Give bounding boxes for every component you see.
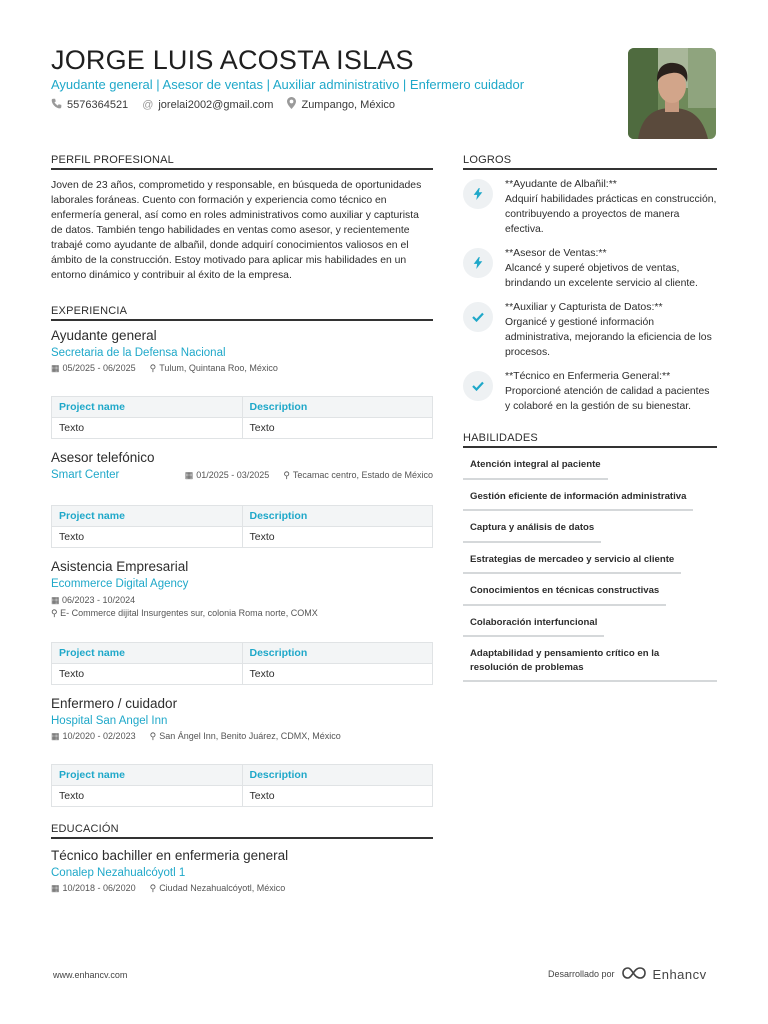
profile-photo: [628, 48, 716, 139]
skill-tag: Colaboración interfuncional: [463, 612, 604, 638]
achievement-title: **Técnico en Enfermeria General:**: [505, 370, 671, 382]
section-title-achievements: LOGROS: [463, 154, 717, 170]
description-cell: Texto: [242, 527, 433, 548]
achievement-desc: Alcancé y superé objetivos de ventas, brindando un excelente servicio al cliente.: [505, 263, 698, 289]
achievement-desc: Adquirí habilidades prácticas en construcción, contribuyendo a proyectos de manera efectiva.: [505, 194, 717, 235]
brand-name: Enhancv: [652, 966, 707, 982]
skill-tag: Captura y análisis de datos: [463, 517, 601, 543]
check-icon: [463, 302, 493, 332]
edu-place: Ciudad Nezahualcóyotl, México: [159, 883, 286, 893]
achievement-desc: Organicé y gestioné información administrativa, mejorando la eficiencia de los procesos.: [505, 317, 712, 358]
description-cell: Texto: [242, 418, 433, 439]
project-name-cell: Texto: [52, 418, 243, 439]
description-header: Description: [242, 643, 433, 664]
achievement-item: [463, 369, 717, 414]
achievement-title: **Asesor de Ventas:**: [505, 247, 607, 259]
job-entry: [51, 327, 433, 439]
at-icon: @: [142, 98, 154, 111]
edu-meta: [51, 883, 433, 894]
check-icon: [463, 371, 493, 401]
map-pin-icon: ⚲: [149, 363, 157, 373]
job-role: Asistencia Empresarial: [51, 559, 189, 574]
contact-email[interactable]: [142, 99, 273, 111]
skill-tag: Atención integral al paciente: [463, 454, 608, 480]
section-title-profile: PERFIL PROFESIONAL: [51, 154, 433, 170]
right-column: [463, 154, 717, 682]
job-company: Ecommerce Digital Agency: [51, 578, 189, 590]
achievement-desc: Proporcioné atención de calidad a pacientes y colaboré en la gestión de su bienestar.: [505, 386, 710, 412]
enhancv-logo-icon: [621, 966, 647, 982]
map-pin-icon: ⚲: [149, 883, 157, 893]
calendar-icon: ▦: [184, 469, 194, 480]
calendar-icon: ▦: [51, 363, 60, 373]
job-place: San Ángel Inn, Benito Juárez, CDMX, México: [159, 731, 341, 741]
skill-tag: Gestión eficiente de información administrativa: [463, 486, 693, 512]
profile-summary: Joven de 23 años, comprometido y responsable, en búsqueda de oportunidades laborales foráneas. Cuento con formación y experiencia como técnico en enfermería general, así como en roles administrativos como auxiliar y capturista de datos. También tengo habilidades en ventas como asesor, y recientemente trabajé como ayudante de albañil, donde adquirí conocimientos valiosos en el ámbito de la construcción. Estoy motivado para aplicar mis habilidades en un entorno dinámico y contribuir al éxito de la empresa.: [51, 180, 422, 281]
edu-school: Conalep Nezahualcóyotl 1: [51, 867, 186, 879]
calendar-icon: ▦: [51, 731, 60, 741]
skill-tag: Estrategias de mercadeo y servicio al cliente: [463, 549, 681, 575]
job-meta: [51, 731, 433, 742]
project-table: [51, 642, 433, 685]
achievement-title: **Auxiliar y Capturista de Datos:**: [505, 301, 663, 313]
achievement-item: [463, 300, 717, 360]
contact-location: [287, 97, 395, 112]
project-table: [51, 505, 433, 548]
job-role: Enfermero / cuidador: [51, 696, 178, 711]
section-title-skills: HABILIDADES: [463, 432, 717, 448]
section-title-education: EDUCACIÓN: [51, 823, 433, 839]
bolt-icon: [463, 179, 493, 209]
footer-site-link[interactable]: www.enhancv.com: [53, 970, 128, 980]
map-pin-icon: ⚲: [51, 608, 61, 618]
map-pin-icon: [287, 97, 296, 112]
skills-list: [463, 454, 717, 682]
candidate-headline: Ayudante general | Asesor de ventas | Auxiliar administrativo | Enfermero cuidador: [51, 77, 525, 92]
edu-dates: 10/2018 - 06/2020: [62, 883, 136, 893]
job-dates: 10/2020 - 02/2023: [62, 731, 136, 741]
job-place: E- Commerce dijital Insurgentes sur, colonia Roma norte, COMX: [60, 608, 318, 618]
edu-degree: Técnico bachiller en enfermeria general: [51, 848, 289, 863]
project-name-header: Project name: [52, 765, 243, 786]
calendar-icon: ▦: [51, 883, 60, 893]
job-role: Asesor telefónico: [51, 450, 155, 465]
contact-row: [51, 97, 611, 112]
job-meta: [51, 594, 433, 620]
project-table: [51, 396, 433, 439]
job-entry: [51, 449, 433, 548]
job-entry: [51, 558, 433, 685]
project-name-header: Project name: [52, 506, 243, 527]
achievement-item: [463, 246, 717, 291]
job-role: Ayudante general: [51, 328, 157, 343]
job-company: Hospital San Angel Inn: [51, 715, 168, 727]
left-column: [51, 154, 433, 894]
job-place: Tulum, Quintana Roo, México: [159, 363, 278, 373]
resume-header: [51, 44, 611, 112]
description-header: Description: [242, 397, 433, 418]
description-header: Description: [242, 765, 433, 786]
skill-tag: Conocimientos en técnicas constructivas: [463, 580, 666, 606]
footer-branding: [548, 966, 707, 982]
achievement-title: **Ayudante de Albañil:**: [505, 178, 617, 190]
education-entry: [51, 847, 433, 894]
job-company: Secretaria de la Defensa Nacional: [51, 347, 226, 359]
phone-text: 5576364521: [67, 98, 129, 111]
description-cell: Texto: [242, 664, 433, 685]
phone-icon: [51, 98, 62, 112]
project-table: [51, 764, 433, 807]
job-meta: [51, 363, 433, 374]
map-pin-icon: ⚲: [283, 469, 290, 480]
project-name-header: Project name: [52, 397, 243, 418]
location-text: Zumpango, México: [301, 98, 396, 111]
candidate-name: JORGE LUIS ACOSTA ISLAS: [51, 45, 414, 75]
job-entry: [51, 695, 433, 807]
project-name-cell: Texto: [52, 786, 243, 807]
job-dates: 01/2025 - 03/2025: [196, 469, 270, 480]
powered-by-text: Desarrollado por: [548, 969, 615, 979]
description-cell: Texto: [242, 786, 433, 807]
project-name-header: Project name: [52, 643, 243, 664]
job-dates: 06/2023 - 10/2024: [62, 595, 136, 605]
bolt-icon: [463, 248, 493, 278]
achievement-item: [463, 177, 717, 237]
section-title-experience: EXPERIENCIA: [51, 305, 433, 321]
contact-phone: [51, 98, 128, 112]
map-pin-icon: ⚲: [149, 731, 157, 741]
job-dates: 05/2025 - 06/2025: [62, 363, 136, 373]
job-company: Smart Center: [51, 469, 120, 481]
project-name-cell: Texto: [52, 664, 243, 685]
job-place: Tecamac centro, Estado de México: [292, 469, 433, 480]
description-header: Description: [242, 506, 433, 527]
calendar-icon: ▦: [51, 595, 63, 605]
job-company-row: [51, 467, 433, 483]
project-name-cell: Texto: [52, 527, 243, 548]
skill-tag: Adaptabilidad y pensamiento crítico en la resolución de problemas: [463, 643, 717, 682]
email-text[interactable]: jorelai2002@gmail.com: [158, 98, 274, 111]
job-meta: [185, 470, 433, 481]
